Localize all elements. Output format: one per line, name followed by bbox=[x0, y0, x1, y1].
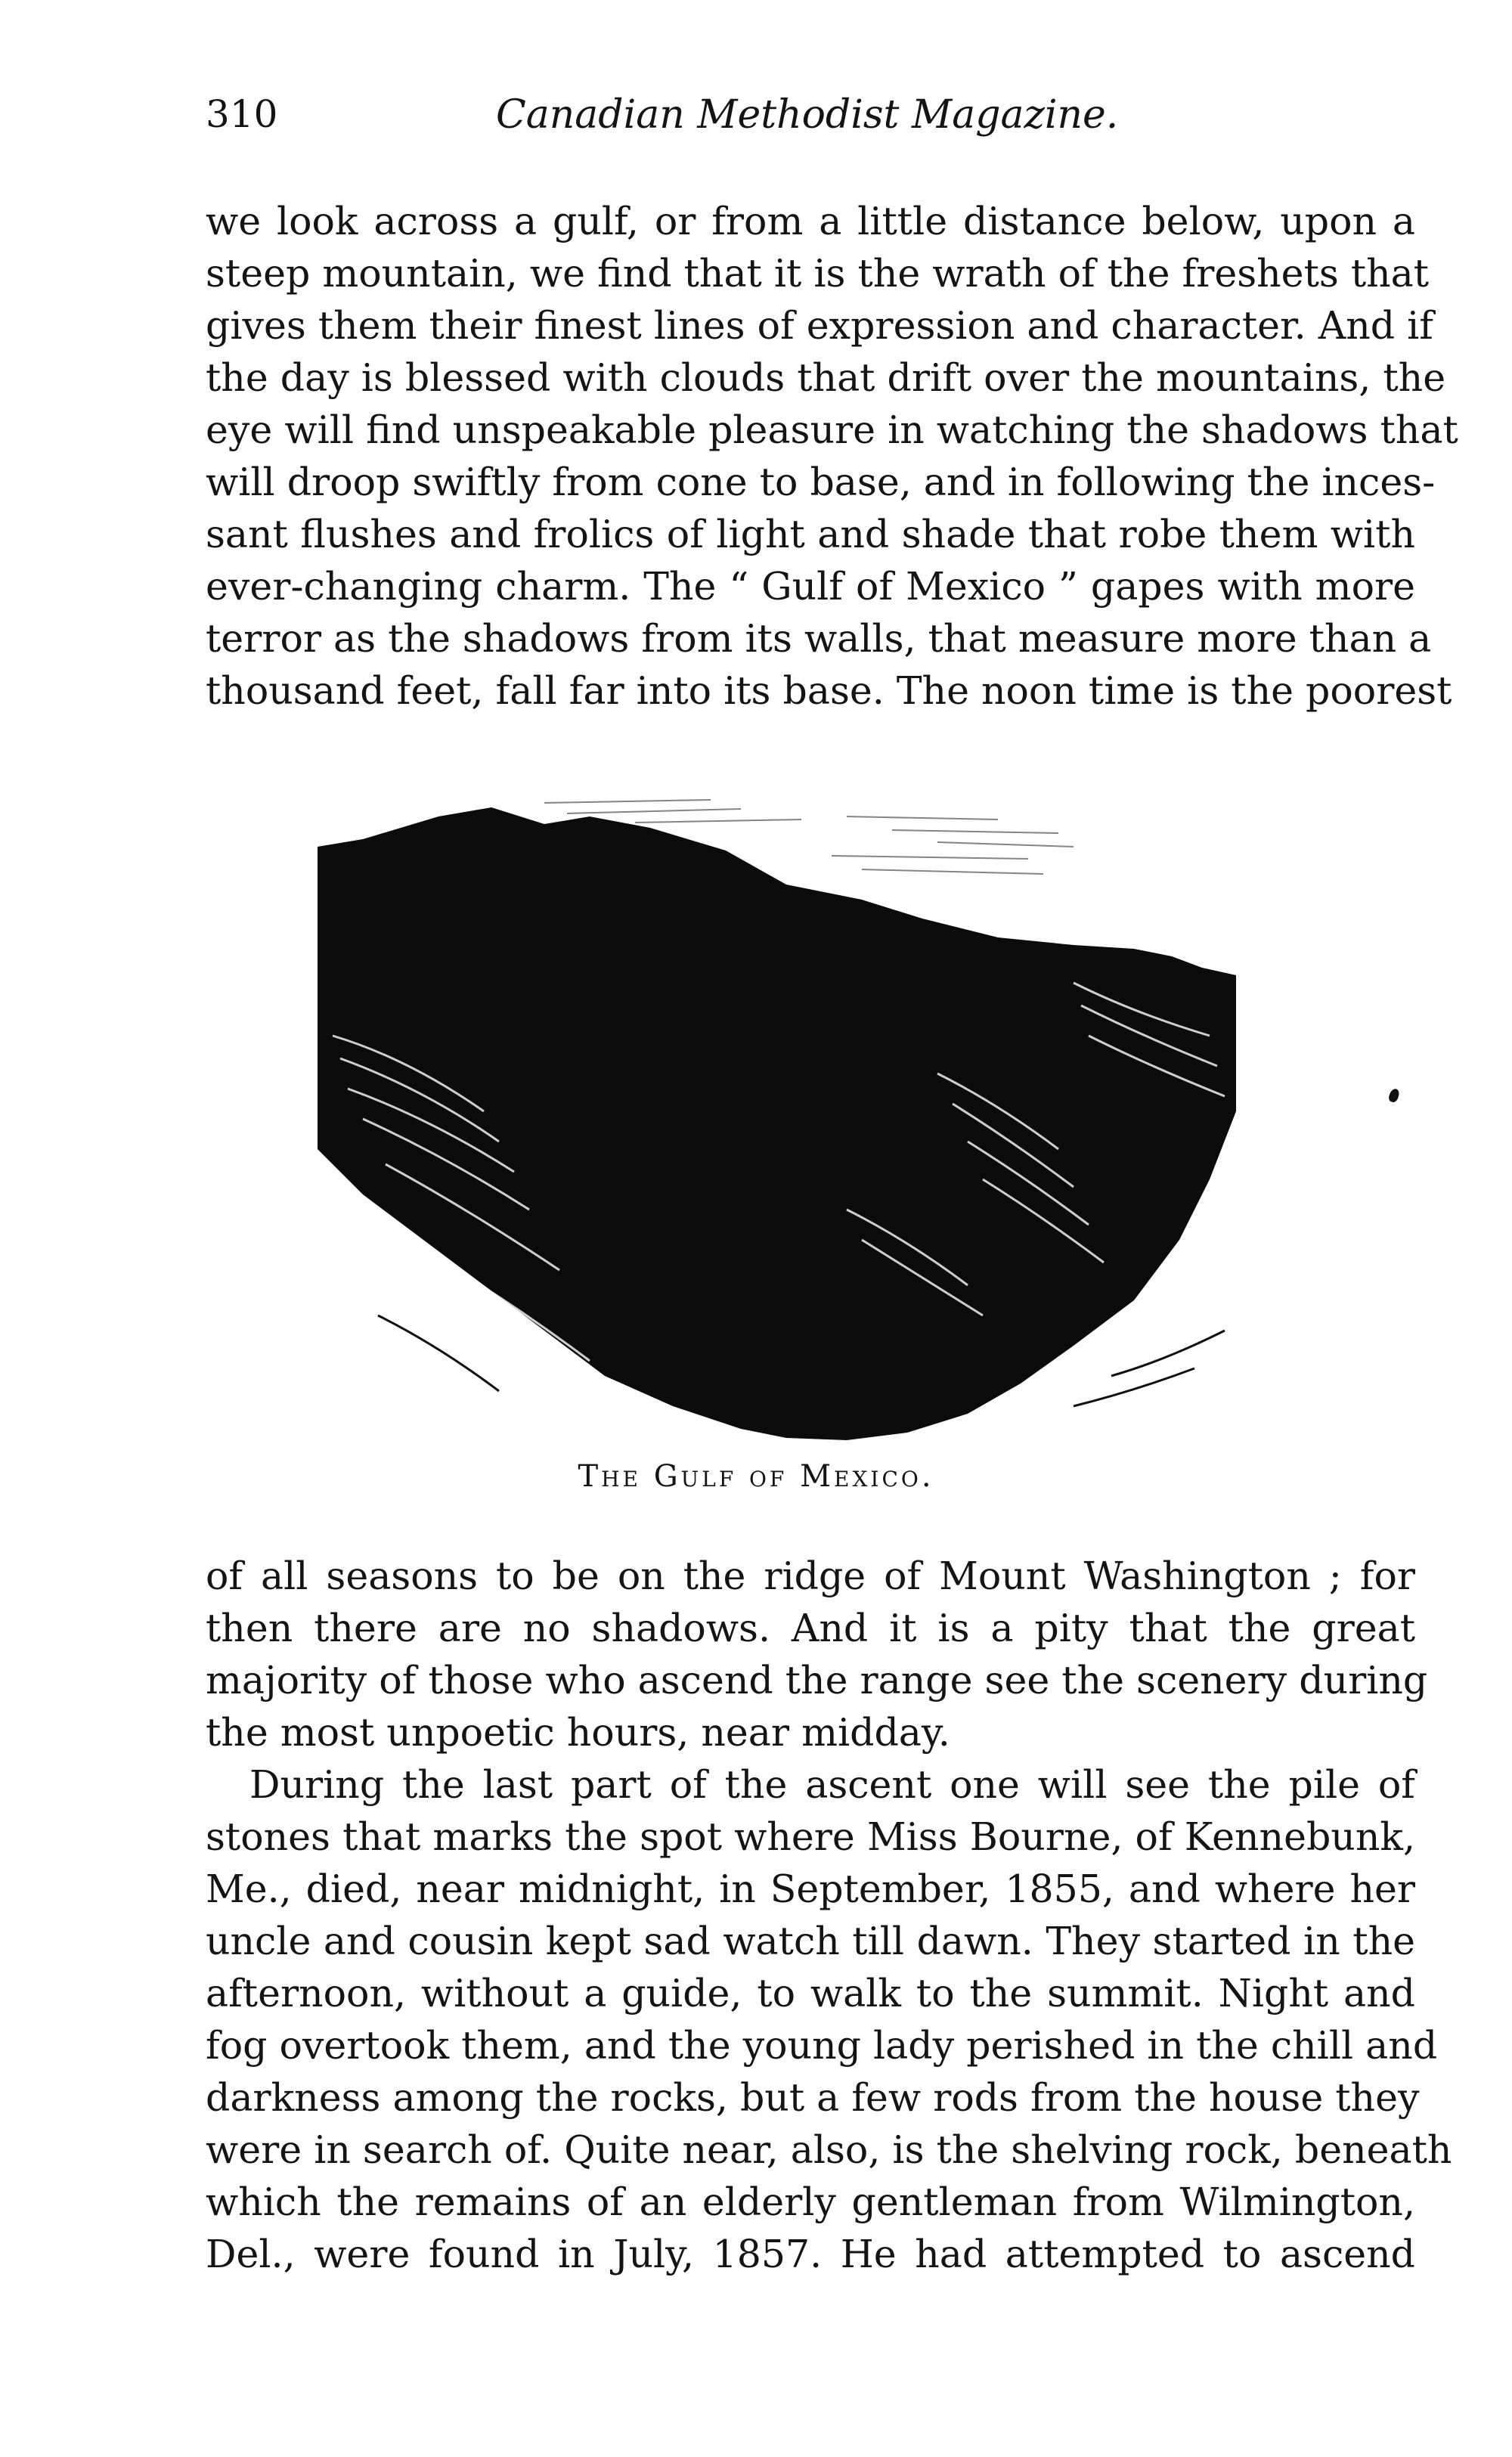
text-line: the most unpoetic hours, near midday. bbox=[206, 1710, 950, 1755]
text-line: of all seasons to be on the ridge of Mount Washington ; for bbox=[206, 1554, 1415, 1598]
text-line: which the remains of an elderly gentleman from Wilmington, bbox=[206, 2180, 1415, 2224]
body-text-top bbox=[206, 195, 1458, 717]
text-line: then there are no shadows. And it is a pity that the great bbox=[206, 1606, 1415, 1650]
text-line: uncle and cousin kept sad watch till dawn. They started in the bbox=[206, 1919, 1415, 1963]
text-line: ever-changing charm. The “ Gulf of Mexico ” gapes with more bbox=[206, 564, 1415, 609]
text-line: During the last part of the ascent one will see the pile of bbox=[249, 1762, 1415, 1807]
text-line: Del., were found in July, 1857. He had attempted to ascend bbox=[206, 2232, 1415, 2276]
text-line: thousand feet, fall far into its base. The noon time is the poorest bbox=[206, 668, 1452, 713]
mountain-illustration bbox=[318, 786, 1240, 1444]
page-number: 310 bbox=[206, 92, 278, 136]
text-line: the day is blessed with clouds that drift over the mountains, the bbox=[206, 355, 1446, 400]
body-text-bottom bbox=[206, 1550, 1452, 2280]
figure-caption: The Gulf of Mexico. bbox=[578, 1459, 934, 1494]
text-line: darkness among the rocks, but a few rods from the house they bbox=[206, 2075, 1420, 2120]
text-line: Me., died, near midnight, in September, 1855, and where her bbox=[206, 1867, 1415, 1911]
text-line: stones that marks the spot where Miss Bourne, of Kennebunk, bbox=[206, 1814, 1415, 1859]
mountain-mass bbox=[318, 807, 1236, 1440]
text-line: were in search of. Quite near, also, is the shelving rock, beneath bbox=[206, 2127, 1452, 2172]
text-line: fog overtook them, and the young lady perished in the chill and bbox=[206, 2023, 1438, 2068]
text-line: we look across a gulf, or from a little distance below, upon a bbox=[206, 199, 1415, 243]
text-line: terror as the shadows from its walls, that measure more than a bbox=[206, 616, 1432, 661]
text-line: eye will find unspeakable pleasure in watching the shadows that bbox=[206, 407, 1458, 452]
running-head: Canadian Methodist Magazine. bbox=[496, 92, 1119, 138]
text-line: afternoon, without a guide, to walk to the summit. Night and bbox=[206, 1971, 1415, 2015]
text-line: gives them their finest lines of expression and character. And if bbox=[206, 303, 1433, 348]
text-line: sant flushes and frolics of light and shade that robe them with bbox=[206, 512, 1415, 556]
text-line: steep mountain, we find that it is the wrath of the freshets that bbox=[206, 251, 1430, 296]
text-line: will droop swiftly from cone to base, and in following the inces- bbox=[206, 460, 1436, 504]
page-header bbox=[206, 92, 1415, 168]
stray-mark bbox=[1387, 1087, 1400, 1103]
text-line: majority of those who ascend the range see the scenery during bbox=[206, 1658, 1428, 1703]
gulf-of-mexico-engraving bbox=[318, 786, 1240, 1444]
